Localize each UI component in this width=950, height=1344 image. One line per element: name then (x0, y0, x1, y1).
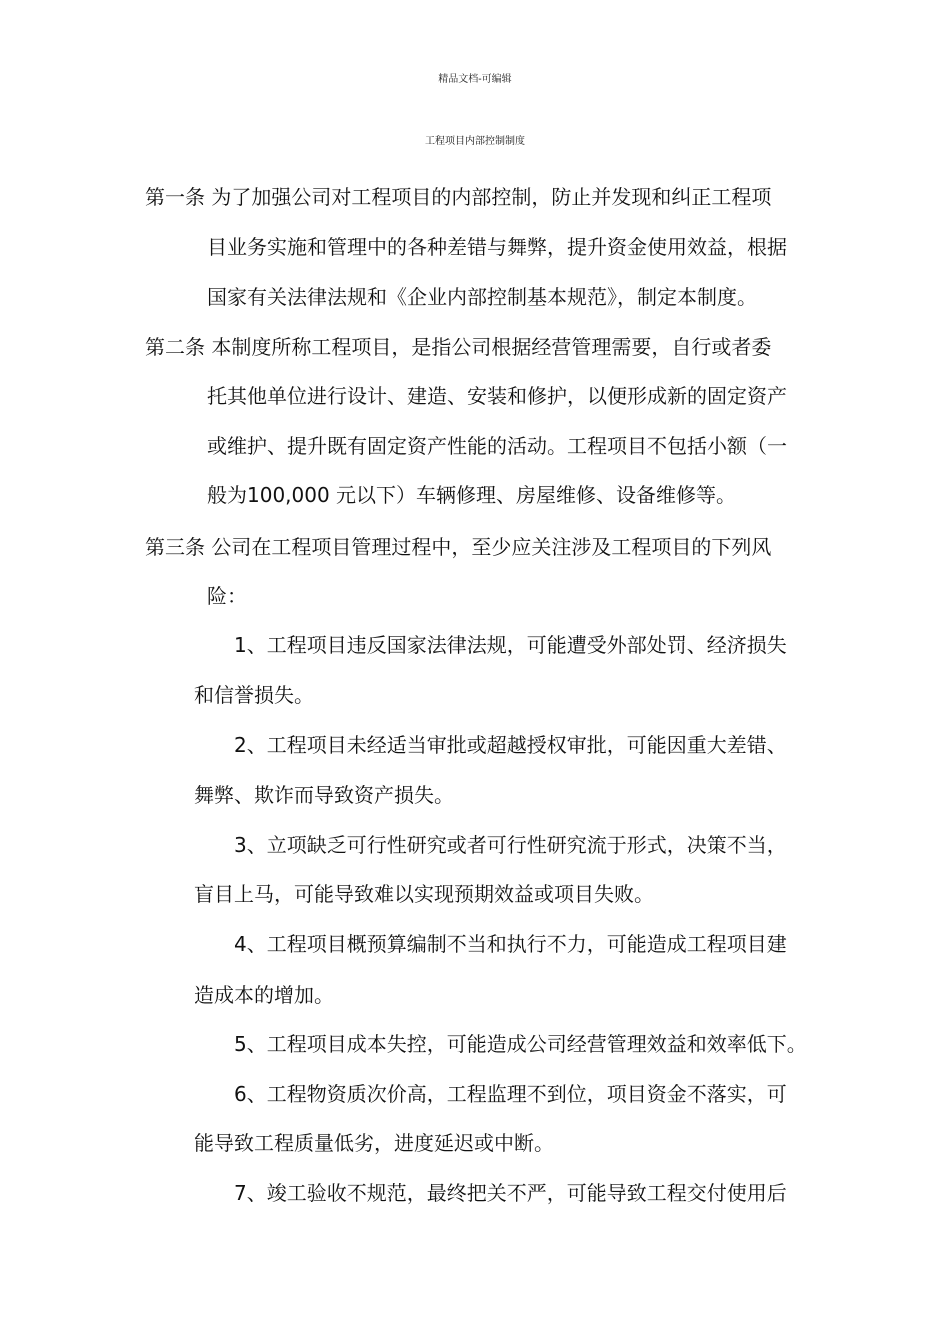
article-1-line-2: 目业务实施和管理中的各种差错与舞弊，提升资金使用效益，根据 (207, 235, 787, 259)
article-1-line-1: 第一条 为了加强公司对工程项目的内部控制，防止并发现和纠正工程项 (145, 185, 772, 209)
risk-2-line-1: 2、工程项目未经适当审批或超越授权审批，可能因重大差错、 (234, 733, 787, 757)
risk-3-line-1: 3、立项缺乏可行性研究或者可行性研究流于形式，决策不当， (234, 833, 787, 857)
article-2-line-4: 般为100,000 元以下）车辆修理、房屋维修、设备维修等。 (207, 483, 737, 507)
risk-7-line-1: 7、竣工验收不规范，最终把关不严，可能导致工程交付使用后 (234, 1181, 787, 1205)
article-3-line-2: 险： (207, 584, 247, 608)
risk-3-line-2: 盲目上马，可能导致难以实现预期效益或项目失败。 (194, 882, 654, 906)
article-1-line-3: 国家有关法律法规和《企业内部控制基本规范》，制定本制度。 (207, 285, 757, 309)
risk-6-line-1: 6、工程物资质次价高，工程监理不到位，项目资金不落实，可 (234, 1082, 787, 1106)
page-header: 精品文档-可编辑 (438, 74, 512, 85)
risk-1-line-1: 1、工程项目违反国家法律法规，可能遭受外部处罚、经济损失 (234, 633, 787, 657)
risk-2-line-2: 舞弊、欺诈而导致资产损失。 (194, 783, 454, 807)
document-title: 工程项目内部控制制度 (425, 136, 525, 147)
risk-5-line-1: 5、工程项目成本失控，可能造成公司经营管理效益和效率低下。 (234, 1032, 807, 1056)
risk-4-line-2: 造成本的增加。 (194, 983, 334, 1007)
risk-6-line-2: 能导致工程质量低劣，进度延迟或中断。 (194, 1131, 554, 1155)
article-2-line-2: 托其他单位进行设计、建造、安装和修护，以便形成新的固定资产 (207, 384, 787, 408)
risk-1-line-2: 和信誉损失。 (194, 683, 314, 707)
article-3-line-1: 第三条 公司在工程项目管理过程中，至少应关注涉及工程项目的下列风 (145, 535, 772, 559)
article-2-line-3: 或维护、提升既有固定资产性能的活动。工程项目不包括小额（一 (207, 434, 787, 458)
risk-4-line-1: 4、工程项目概预算编制不当和执行不力，可能造成工程项目建 (234, 932, 787, 956)
article-2-line-1: 第二条 本制度所称工程项目，是指公司根据经营管理需要，自行或者委 (145, 335, 772, 359)
